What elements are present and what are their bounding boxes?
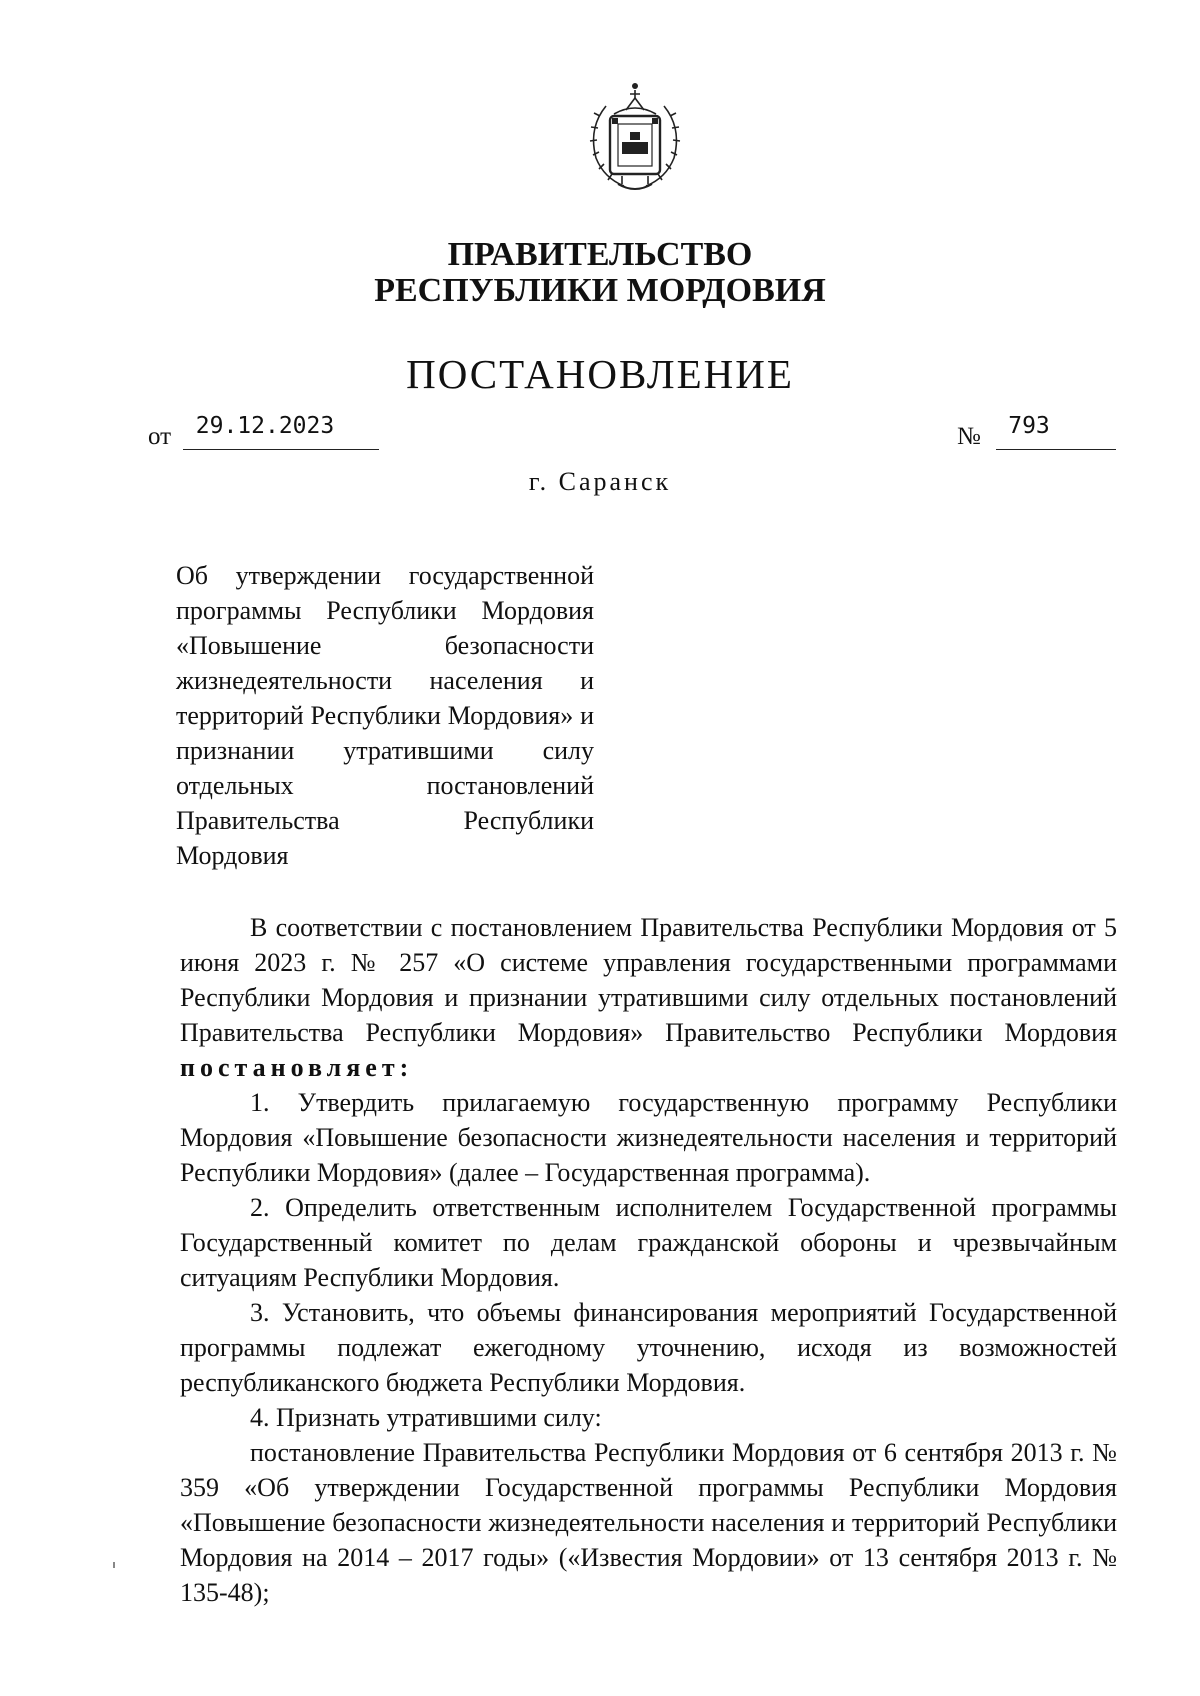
- preamble-text: В соответствии с постановлением Правительства Республики Мордовия от 5 июня 2023 г. № 257 «О системе управления государственными программами Республики Мордовия и признании утратившими силу отдельных постановлений Правительства Республики Мордовия» Правительство Республики Мордовия: [180, 913, 1117, 1047]
- decree-subject: Об утверждении государственной программы Республики Мордовия «Повышение безопасности жизнедеятельности населения и территорий Республики Мордовия» и признании утратившими силу отдельных постановлений Правительства Республики Мордовия: [176, 561, 594, 870]
- item-1: 1. Утвердить прилагаемую государственную программу Республики Мордовия «Повышение безопасности жизнедеятельности населения и территорий Республики Мордовия» (далее – Государственная программа).: [180, 1088, 1117, 1187]
- item-3: 3. Установить, что объемы финансирования мероприятий Государственной программы подлежат ежегодному уточнению, исходя из возможностей республиканского бюджета Республики Мордовия.: [180, 1298, 1117, 1397]
- decree-body: [180, 910, 1117, 1610]
- city-of-issue: г. Саранск: [528, 467, 672, 496]
- decree-word: постановляет:: [180, 1053, 414, 1082]
- item-4: 4. Признать утратившими силу:: [250, 1403, 602, 1432]
- document-type-title: ПОСТАНОВЛЕНИЕ: [406, 351, 794, 397]
- margin-mark: [113, 1562, 115, 1568]
- date-underline: [183, 449, 379, 450]
- number-label: №: [957, 423, 981, 450]
- coat-of-arms-emblem: [566, 76, 704, 204]
- date-label: от: [148, 423, 172, 450]
- item-4-subitem: постановление Правительства Республики Мордовия от 6 сентября 2013 г. № 359 «Об утверждении Государственной программы Республики Мордовия «Повышение безопасности жизнедеятельности населения и территорий Республики Мордовия на 2014 – 2017 годы» («Известия Мордовии» от 13 сентября 2013 г. № 135-48);: [180, 1438, 1117, 1607]
- document-number: 793: [1008, 413, 1050, 439]
- preamble-paragraph: [180, 910, 1117, 1085]
- document-date: 29.12.2023: [195, 413, 335, 439]
- government-name-line1: ПРАВИТЕЛЬСТВО: [447, 236, 753, 273]
- item-2: 2. Определить ответственным исполнителем Государственной программы Государственный комитет по делам гражданской обороны и чрезвычайным ситуациям Республики Мордовия.: [180, 1193, 1117, 1292]
- number-underline: [996, 449, 1116, 450]
- government-name-line2: РЕСПУБЛИКИ МОРДОВИЯ: [374, 272, 826, 309]
